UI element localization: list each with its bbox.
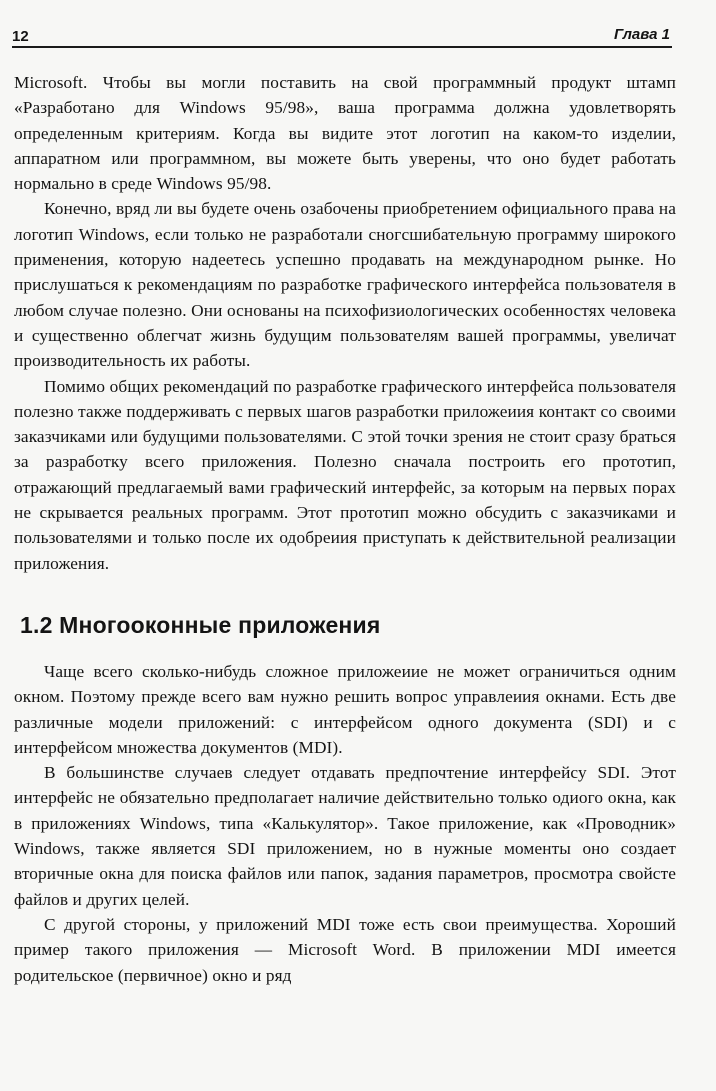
section-heading: 1.2 Многооконные приложения bbox=[20, 611, 381, 638]
paragraph: Чаще всего сколько-нибудь сложное приложеиие не может ограничиться одним окном. Поэтому прежде всего вам нужно решить вопрос управлеиия окнами. Есть две различные модели приложений: с интерфейсом одного документа (SDI) и с интерфейсом множества документов (MDI). bbox=[14, 661, 676, 757]
page-number: 12 bbox=[12, 28, 29, 45]
paragraph: Конечно, вряд ли вы будете очень озабочены приобретением официального права на логотип Windows, если только не разработали сногсшибательную программу широкого применения, которую надеетесь успешно продавать на международном рынке. Но прислушаться к рекомендациям по разработке графического интерфейса пользователя в любом случае полезно. Они основаны на психофизиологических особенностях человека и существенно облегчат жизнь будущим пользователям вашей программы, увеличат производительность их работы. bbox=[14, 199, 676, 371]
paragraph: Microsoft. Чтобы вы могли поставить на свой программный продукт штамп «Разработано для Windows 95/98», ваша программа должна удовлетворять определенным критериям. Когда вы видите этот логотип на каком-то изделии, аппаратном или программном, вы можете быть уверены, что оно будет работать нормально в среде Windows 95/98. bbox=[14, 73, 676, 194]
paragraph: С другой стороны, у приложений MDI тоже есть свои преимущества. Хороший пример такого приложения — Microsoft Word. В приложении MDI имеется родительское (первичное) окно и ряд bbox=[14, 914, 676, 985]
paragraph: Помимо общих рекомендаций по разработке графического интерфейса пользователя полезно также поддерживать с первых шагов разработки приложеиия контакт со своими заказчиками или будущими пользователями. С этой точки зрения не стоит сразу браться за разработку всего приложения. Полезно сначала построить его прототип, отражающий предлагаемый вами графический интерфейс, за которым на первых порах не скрывается реальных программ. Этот прототип можно обсудить с заказчиками и пользователями и только после их одобреиия приступать к действительной реализации приложения. bbox=[14, 376, 676, 573]
page-header bbox=[12, 24, 672, 48]
paragraph: В большинстве случаев следует отдавать предпочтение интерфейсу SDI. Этот интерфейс не обязательно предполагает наличие действительно только одиого окна, как в приложениях Windows, типа «Калькулятор». Такое приложение, как «Проводник» Windows, также является SDI приложением, но в нужные моменты оно создает вторичные окна для поиска файлов или папок, задания параметров, просмотра свойсте файлов и других целей. bbox=[14, 763, 676, 909]
body-text bbox=[14, 70, 676, 988]
chapter-label: Глава 1 bbox=[613, 26, 670, 43]
